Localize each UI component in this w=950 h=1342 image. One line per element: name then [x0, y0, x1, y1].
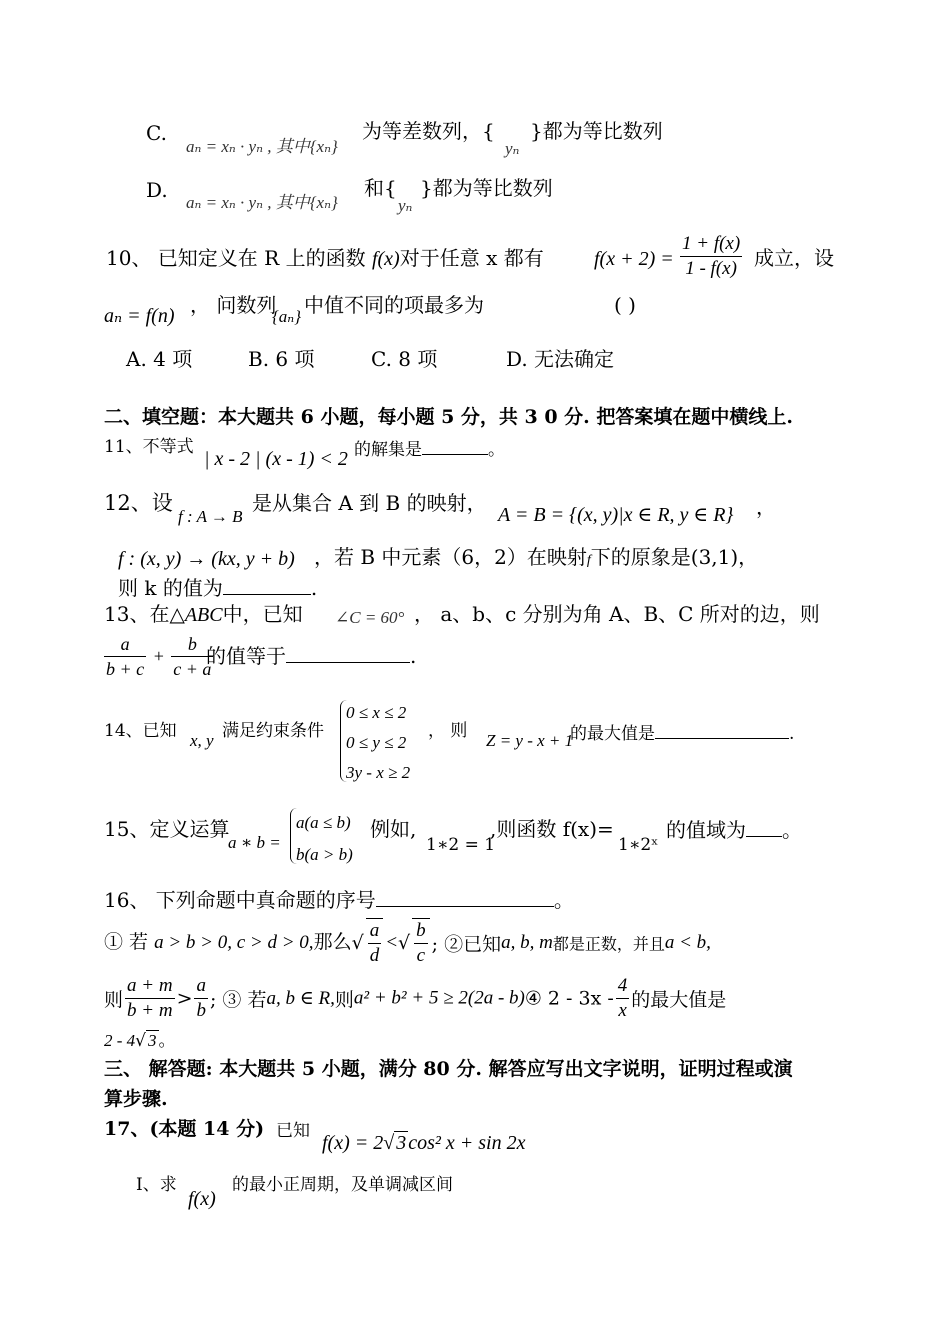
q11-formula: | x - 2 | (x - 1) < 2 [204, 448, 348, 470]
q14-c2: 0 ≤ y ≤ 2 [346, 733, 407, 752]
q11-answer-blank[interactable] [422, 434, 488, 455]
q15-fx: 1∗2ˣ [618, 835, 659, 855]
section-2-heading: 二、填空题：本大题共 6 小题，每小题 5 分，共 3 0 分. 把答案填在题中横线上. [104, 406, 794, 428]
q12-set: A = B = {(x, y)|x ∈ R, y ∈ R} [498, 504, 734, 526]
section-3-heading-cont: 算步骤. [104, 1088, 168, 1110]
q12-text2: ，若 B 中元素（6，2）在映射f下的原象是(3,1)， [314, 545, 759, 569]
q17-formula: f(x) = 2√ 3 cos² x + sin 2x [322, 1132, 526, 1154]
q12-map: f : (x, y) → (kx, y + b) [118, 548, 295, 570]
q13-line1: 13、在△ABC中，已知 [104, 602, 303, 626]
q12-text1: 是从集合 A 到 B 的映射， [252, 491, 487, 515]
q10-line2b: 中值不同的项最多为 [304, 293, 484, 317]
q15-text3: 的值域为 。 [666, 818, 802, 842]
q11-intro: 11、不等式 [104, 437, 194, 457]
q17-part1-label: I、求 [136, 1175, 177, 1195]
q10-num: 1 + f(x) [682, 233, 741, 254]
q13-angle: ∠C = 60° [335, 608, 405, 627]
q16-line2: ① 若 a > b > 0, c > d > 0,那么√ $\frac{a}{d}$ <√ $\frac{b}{c}$ ; ②已知a, b, m都是正数，并且a < b, [104, 920, 711, 966]
q16-line3: 则 $\frac{a + m}{b + m}$ > $\frac{a}{b}$ ; ③ 若a, b ∈ R,则a² + b² + 5 ≥ 2(2a - b)④ 2 - 3x - $\frac{4}{x}$ 的最大值是 [104, 975, 727, 1021]
option-c-text: 为等差数列，{ [362, 119, 495, 143]
q10-choice-b: B. 6 项 [248, 347, 315, 371]
q10-den: 1 - f(x) [680, 256, 742, 281]
q17-known: 已知 [276, 1121, 310, 1141]
q10-choice-a: A. 4 项 [126, 347, 193, 371]
option-c-text2: }都为等比数列 [530, 119, 663, 143]
q12-line3: 则 k 的值为 . [118, 576, 318, 600]
section-3-heading: 三、 解答题: 本大题共 5 小题，满分 80 分. 解答应写出文字说明，证明过程或演 [104, 1058, 793, 1080]
option-d-yn: yₙ [398, 196, 413, 215]
q16-line1: 16、 下列命题中真命题的序号 。 [104, 888, 574, 912]
option-c-label: C. [146, 121, 167, 145]
q10-line1-end: 成立，设 [754, 246, 834, 270]
q14-z: Z = y - x + 1 [486, 731, 574, 750]
q12-intro: 12、设 [104, 491, 173, 515]
q17-heading: 17、(本题 14 分) [104, 1118, 265, 1140]
q17-part1-fx: f(x) [188, 1188, 216, 1210]
q15-case2: b(a > b) [296, 845, 353, 864]
q12-comma: ， [756, 495, 776, 519]
q10-choice-c: C. 8 项 [371, 347, 438, 371]
q13-line2: 的值等于 . [206, 644, 417, 668]
q17-part1-text: 的最小正周期，及单调减区间 [232, 1175, 453, 1195]
q12-f-small: f [586, 553, 591, 568]
q12-f: f : A → B [178, 507, 243, 526]
q10-an: aₙ = f(n) [104, 305, 175, 327]
q16-line4: 2 - 4√ 3 。 [104, 1031, 176, 1051]
option-d-formula: aₙ = xₙ · yₙ , 其中{xₙ} [186, 193, 338, 212]
q10-lhs: f(x + 2) = [594, 248, 674, 270]
q15-intro: 15、定义运算 [104, 817, 230, 841]
option-d-text2: }都为等比数列 [420, 176, 553, 200]
q14-answer-blank[interactable] [655, 718, 789, 739]
option-c-yn: yₙ [505, 139, 520, 158]
q15-answer-blank[interactable] [746, 816, 782, 837]
q10-set: {aₙ} [272, 307, 301, 326]
q13-line1-end: ， a、b、c 分别为角 A、B、C 所对的边，则 [414, 602, 820, 626]
q10-paren: ( ) [614, 293, 636, 317]
q13-expression: $\frac{a}{b + c}$ + $\frac{b}{c + a}$ [106, 634, 212, 679]
q10-line2: ， 问数列 [190, 293, 277, 317]
q14-text2: ， 则 [428, 721, 468, 741]
q11-text: 的解集是 。 [354, 434, 505, 463]
option-c-formula: aₙ = xₙ · yₙ , 其中{xₙ} [186, 137, 338, 156]
q15-op: a ∗ b = [228, 833, 281, 852]
option-d-label: D. [146, 178, 168, 202]
option-c [146, 120, 167, 146]
q15-text1: 例如, [370, 817, 417, 841]
q13-answer-blank[interactable] [286, 642, 410, 663]
q15-text2: ,则函数 f(x)= [490, 817, 614, 841]
q10-line1: 10、 已知定义在 R 上的函数 f(x)对于任意 x 都有 [106, 246, 544, 270]
q10-intro: 10、 已知定义在 R 上的函数 [106, 246, 366, 270]
q15-case1: a(a ≤ b) [296, 813, 351, 832]
q10-fraction [678, 232, 744, 281]
q14-intro: 14、已知 [104, 721, 177, 741]
q13-abc: ABC [184, 604, 223, 626]
q15-ex: 1∗2 = 1 [426, 835, 496, 855]
q14-text1: 满足约束条件 [222, 721, 324, 741]
q16-answer-blank[interactable] [376, 886, 554, 907]
q10-fx: f(x) [371, 248, 400, 270]
option-d-text: 和{ [364, 176, 397, 200]
q12-answer-blank[interactable] [223, 574, 311, 595]
q14-c3: 3y - x ≥ 2 [346, 763, 411, 782]
q14-c1: 0 ≤ x ≤ 2 [346, 703, 407, 722]
q10-choice-d: D. 无法确定 [506, 347, 615, 371]
q14-text3: 的最大值是 . [570, 718, 794, 747]
q14-xy: x, y [190, 731, 214, 750]
